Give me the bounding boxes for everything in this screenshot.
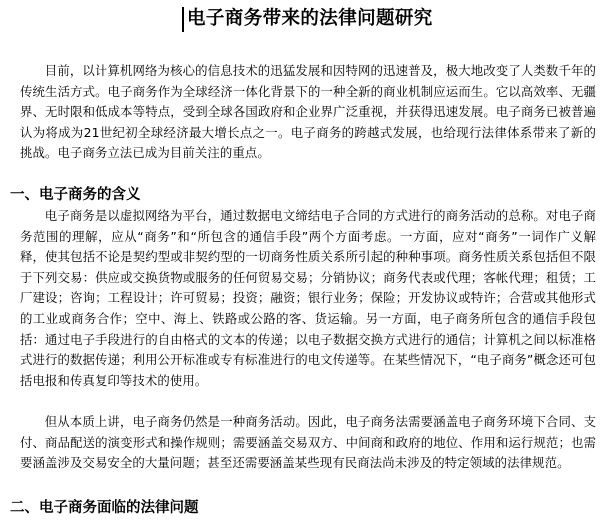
section-2-heading: 二、电子商务面临的法律问题 xyxy=(10,500,199,516)
title-row xyxy=(0,4,602,34)
text-cursor xyxy=(182,7,184,32)
section-1-paragraph-1: 电子商务是以虚拟网络为平台，通过数据电文缔结电子合同的方式进行的商务活动的总称。对电子商务范围的理解，应从“商务”和“所包含的通信手段”两个方面考虑。一方面，应对“商务”一词作广义解释，使其包括不论是契约型或非契约型的一切商务性质关系所引起的种种事项。商务性质关系包括但不限于下列交易：供应或交换货物或服务的任何贸易交易；分销协议；商务代表或代理；客帐代理；租赁；工厂建设；咨询；工程设计；许可贸易；投资；融资；银行业务；保险；开发协议或特许；合营或其他形式的工业或商务合作；空中、海上、铁路或公路的客、货运输。另一方面，电子商务所包含的通信手段包括：通过电子手段进行的自由格式的文本的传递；以电子数据交换方式进行的通信；计算机之间以标准格式进行的数据传递；利用公开标准或专有标准进行的电文传递等。在某些情况下，“电子商务”概念还可包括电报和传真复印等技术的使用。 xyxy=(20,208,596,388)
section-1-paragraph-2: 但从本质上讲，电子商务仍然是一种商务活动。因此，电子商务法需要涵盖电子商务环境下合同、支付、商品配送的演变形式和操作规则；需要涵盖交易双方、中间商和政府的地位、作用和运行规范；也需要涵盖涉及交易安全的大量问题；甚至还需要涵盖某些现有民商法尚未涉及的特定领域的法律规范。 xyxy=(20,414,596,471)
document-title: 电子商务带来的法律问题研究 xyxy=(187,8,433,29)
intro-paragraph: 目前，以计算机网络为核心的信息技术的迅猛发展和因特网的迅速普及，极大地改变了人类数千年的传统生活方式。电子商务作为全球经济一体化背景下的一种全新的商业机制应运而生。它以高效率、无疆界、无时限和低成本等特点，受到全球各国政府和企业界广泛重视，并获得迅速发展。电子商务已被普遍认为将成为21世纪初全球经济最大增长点之一。电子商务的跨越式发展，也给现行法律体系带来了新的挑战。电子商务立法已成为目前关注的重点。 xyxy=(20,63,596,161)
section-1-heading: 一、电子商务的含义 xyxy=(10,187,141,203)
